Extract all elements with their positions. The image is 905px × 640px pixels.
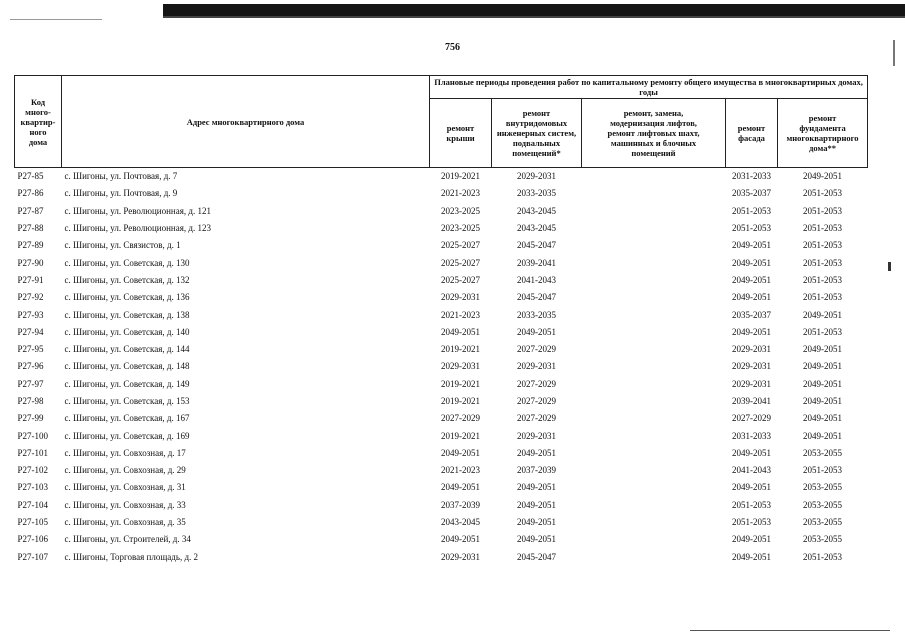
cell-facade: 2049-2051 <box>732 257 771 268</box>
header-roof: ремонт крыши <box>430 99 492 168</box>
cell-address: с. Шигоны, ул. Революционная, д. 121 <box>64 205 211 216</box>
cell-facade: 2029-2031 <box>732 344 771 355</box>
table-row <box>15 479 868 496</box>
cell-address: с. Шигоны, ул. Советская, д. 136 <box>64 292 190 303</box>
cell-foundation: 2051-2053 <box>803 257 843 268</box>
cell-facade: 2049-2051 <box>732 326 771 337</box>
cell-foundation: 2049-2051 <box>803 413 843 424</box>
cell-foundation: 2053-2055 <box>803 482 843 493</box>
cell-foundation: 2051-2053 <box>803 274 843 285</box>
cell-elevators <box>582 220 726 237</box>
cell-elevators <box>582 393 726 410</box>
cell-foundation: 2051-2053 <box>803 292 843 303</box>
cell-engineering: 2029-2031 <box>517 361 556 372</box>
cell-code: Р27-93 <box>17 309 44 320</box>
cell-engineering: 2041-2043 <box>517 274 556 285</box>
cell-facade: 2049-2051 <box>732 240 771 251</box>
table-row <box>15 341 868 358</box>
cell-elevators <box>582 185 726 202</box>
header-facade: ремонт фасада <box>726 99 778 168</box>
table-row <box>15 237 868 254</box>
cell-elevators <box>582 306 726 323</box>
table-row <box>15 220 868 237</box>
cell-address: с. Шигоны, Торговая площадь, д. 2 <box>64 551 199 562</box>
table-row <box>15 289 868 306</box>
scan-artifact-mark <box>888 262 891 271</box>
cell-facade: 2049-2051 <box>732 534 771 545</box>
cell-elevators <box>582 549 726 566</box>
cell-facade: 2049-2051 <box>732 482 771 493</box>
table-row <box>15 272 868 289</box>
cell-facade: 2029-2031 <box>732 361 771 372</box>
table-row <box>15 168 868 186</box>
cell-elevators <box>582 427 726 444</box>
cell-code: Р27-97 <box>17 378 44 389</box>
cell-roof: 2021-2023 <box>441 465 480 476</box>
cell-code: Р27-98 <box>17 396 44 406</box>
cell-elevators <box>582 254 726 271</box>
cell-elevators <box>582 289 726 306</box>
cell-roof: 2023-2025 <box>441 205 480 216</box>
cell-roof: 2029-2031 <box>441 361 480 372</box>
cell-elevators <box>582 168 726 186</box>
cell-address: с. Шигоны, ул. Советская, д. 167 <box>64 413 190 424</box>
cell-facade: 2051-2053 <box>732 223 771 234</box>
header-elevators: ремонт, замена, модернизация лифтов, ремонт лифтовых шахт, машинных и блочных помещений <box>582 99 726 168</box>
cell-address: с. Шигоны, ул. Связистов, д. 1 <box>64 240 181 251</box>
cell-address: с. Шигоны, ул. Советская, д. 132 <box>64 274 190 285</box>
cell-roof: 2025-2027 <box>441 257 480 268</box>
cell-engineering: 2029-2031 <box>492 168 582 186</box>
cell-roof: 2037-2039 <box>441 499 480 510</box>
cell-code: Р27-94 <box>17 326 44 337</box>
cell-roof: 2019-2021 <box>441 344 480 355</box>
repair-schedule-table <box>14 75 868 566</box>
cell-foundation: 2051-2053 <box>803 205 843 216</box>
cell-elevators <box>582 445 726 462</box>
cell-code: Р27-92 <box>17 292 44 303</box>
table-body <box>15 168 868 566</box>
page-number: 756 <box>445 42 460 53</box>
cell-elevators <box>582 272 726 289</box>
cell-elevators <box>582 410 726 427</box>
cell-foundation: 2051-2053 <box>803 188 843 199</box>
cell-roof: 2019-2021 <box>441 396 480 406</box>
cell-code: Р27-106 <box>17 534 49 545</box>
cell-elevators <box>582 203 726 220</box>
cell-code: Р27-95 <box>17 344 44 355</box>
cell-code: Р27-89 <box>17 240 44 251</box>
cell-engineering: 2049-2051 <box>517 482 556 493</box>
header-engineering: ремонт внутридомовых инженерных систем, подвальных помещений* <box>492 99 582 168</box>
cell-code: Р27-85 <box>15 168 62 186</box>
cell-roof: 2019-2021 <box>441 378 480 389</box>
cell-facade: 2035-2037 <box>732 309 771 320</box>
cell-foundation: 2049-2051 <box>803 344 843 355</box>
table-row <box>15 393 868 410</box>
cell-code: Р27-91 <box>17 274 44 285</box>
table-row <box>15 410 868 427</box>
cell-address: с. Шигоны, ул. Советская, д. 140 <box>64 326 190 337</box>
cell-engineering: 2033-2035 <box>517 188 556 199</box>
cell-elevators <box>582 514 726 531</box>
header-planned-periods: Плановые периоды проведения работ по капитальному ремонту общего имущества в многоквартирных домах, годы <box>430 76 868 99</box>
cell-code: Р27-99 <box>17 413 44 424</box>
header-foundation: ремонт фундамента многоквартирного дома** <box>778 99 868 168</box>
cell-roof: 2049-2051 <box>441 534 480 545</box>
cell-facade: 2049-2051 <box>732 274 771 285</box>
cell-foundation: 2051-2053 <box>803 326 843 337</box>
scan-artifact-line <box>690 630 890 631</box>
cell-code: Р27-88 <box>17 223 44 234</box>
cell-roof: 2023-2025 <box>441 223 480 234</box>
cell-address: с. Шигоны, ул. Советская, д. 169 <box>64 430 190 441</box>
table-row <box>15 254 868 271</box>
cell-foundation: 2051-2053 <box>803 240 843 251</box>
cell-engineering: 2045-2047 <box>517 240 556 251</box>
cell-engineering: 2027-2029 <box>517 396 556 406</box>
cell-address: с. Шигоны, ул. Совхозная, д. 31 <box>64 482 186 493</box>
cell-engineering: 2033-2035 <box>517 309 556 320</box>
cell-facade: 2039-2041 <box>732 396 771 406</box>
cell-roof: 2021-2023 <box>441 309 480 320</box>
cell-roof: 2027-2029 <box>441 413 480 424</box>
cell-foundation: 2053-2055 <box>803 499 843 510</box>
cell-engineering: 2027-2029 <box>517 413 556 424</box>
cell-address: с. Шигоны, ул. Советская, д. 149 <box>64 378 190 389</box>
cell-foundation: 2049-2051 <box>803 396 843 406</box>
cell-code: Р27-100 <box>17 430 49 441</box>
cell-address: с. Шигоны, ул. Советская, д. 153 <box>64 396 190 406</box>
cell-roof: 2021-2023 <box>441 188 480 199</box>
cell-code: Р27-103 <box>17 482 49 493</box>
cell-engineering: 2043-2045 <box>517 205 556 216</box>
cell-foundation: 2053-2055 <box>803 517 843 528</box>
cell-roof: 2025-2027 <box>441 274 480 285</box>
cell-address: с. Шигоны, ул. Советская, д. 144 <box>64 344 190 355</box>
table-row <box>15 203 868 220</box>
cell-foundation: 2051-2053 <box>803 223 843 234</box>
cell-address: с. Шигоны, ул. Совхозная, д. 33 <box>64 499 186 510</box>
cell-engineering: 2049-2051 <box>517 517 556 528</box>
cell-foundation: 2049-2051 <box>803 361 843 372</box>
cell-engineering: 2049-2051 <box>517 499 556 510</box>
cell-roof: 2029-2031 <box>441 551 480 562</box>
cell-facade: 2031-2033 <box>732 430 771 441</box>
cell-facade: 2051-2053 <box>732 499 771 510</box>
cell-elevators <box>582 237 726 254</box>
cell-elevators <box>582 324 726 341</box>
cell-foundation: 2049-2051 <box>803 430 843 441</box>
cell-facade: 2041-2043 <box>732 465 771 476</box>
cell-engineering: 2049-2051 <box>517 534 556 545</box>
cell-address: с. Шигоны, ул. Советская, д. 130 <box>64 257 190 268</box>
cell-engineering: 2037-2039 <box>517 465 556 476</box>
cell-facade: 2027-2029 <box>732 413 771 424</box>
header-code: Код много- квартир- ного дома <box>15 76 62 168</box>
cell-roof: 2029-2031 <box>441 292 480 303</box>
cell-elevators <box>582 376 726 393</box>
cell-elevators <box>582 497 726 514</box>
table-row <box>15 497 868 514</box>
table-row <box>15 549 868 566</box>
cell-engineering: 2027-2029 <box>517 344 556 355</box>
table-row <box>15 185 868 202</box>
table-row <box>15 306 868 323</box>
cell-engineering: 2039-2041 <box>517 257 556 268</box>
cell-roof: 2019-2021 <box>441 430 480 441</box>
table-row <box>15 324 868 341</box>
cell-code: Р27-90 <box>17 257 44 268</box>
table-row <box>15 445 868 462</box>
cell-address: с. Шигоны, ул. Революционная, д. 123 <box>64 223 211 234</box>
cell-foundation: 2053-2055 <box>803 447 843 458</box>
cell-facade: 2035-2037 <box>732 188 771 199</box>
cell-code: Р27-96 <box>17 361 44 372</box>
cell-code: Р27-101 <box>17 447 49 458</box>
cell-address: с. Шигоны, ул. Почтовая, д. 7 <box>62 168 430 186</box>
scan-artifact-line <box>10 19 102 20</box>
cell-facade: 2029-2031 <box>732 378 771 389</box>
cell-facade: 2051-2053 <box>732 205 771 216</box>
cell-engineering: 2027-2029 <box>517 378 556 389</box>
cell-foundation: 2051-2053 <box>803 465 843 476</box>
cell-roof: 2049-2051 <box>441 326 480 337</box>
cell-facade: 2049-2051 <box>732 447 771 458</box>
cell-elevators <box>582 531 726 548</box>
cell-engineering: 2049-2051 <box>517 326 556 337</box>
cell-address: с. Шигоны, ул. Почтовая, д. 9 <box>64 188 178 199</box>
cell-address: с. Шигоны, ул. Строителей, д. 34 <box>64 534 191 545</box>
cell-address: с. Шигоны, ул. Совхозная, д. 29 <box>64 465 186 476</box>
cell-address: с. Шигоны, ул. Совхозная, д. 35 <box>64 517 186 528</box>
cell-address: с. Шигоны, ул. Советская, д. 138 <box>64 309 190 320</box>
cell-address: с. Шигоны, ул. Совхозная, д. 17 <box>64 447 186 458</box>
cell-engineering: 2029-2031 <box>517 430 556 441</box>
table-row <box>15 531 868 548</box>
cell-elevators <box>582 479 726 496</box>
cell-foundation: 2049-2051 <box>778 168 868 186</box>
cell-code: Р27-105 <box>17 517 49 528</box>
cell-code: Р27-102 <box>17 465 49 476</box>
table-row <box>15 514 868 531</box>
cell-engineering: 2045-2047 <box>517 292 556 303</box>
cell-facade: 2049-2051 <box>732 292 771 303</box>
cell-roof: 2025-2027 <box>441 240 480 251</box>
cell-address: с. Шигоны, ул. Советская, д. 148 <box>64 361 190 372</box>
cell-elevators <box>582 358 726 375</box>
cell-engineering: 2045-2047 <box>517 551 556 562</box>
table-row <box>15 358 868 375</box>
cell-engineering: 2043-2045 <box>517 223 556 234</box>
cell-elevators <box>582 341 726 358</box>
cell-roof: 2043-2045 <box>441 517 480 528</box>
cell-facade: 2031-2033 <box>726 168 778 186</box>
cell-code: Р27-107 <box>17 551 49 562</box>
cell-roof: 2049-2051 <box>441 482 480 493</box>
table-row <box>15 427 868 444</box>
cell-foundation: 2049-2051 <box>803 378 843 389</box>
cell-roof: 2049-2051 <box>441 447 480 458</box>
scan-edge-shadow-lower <box>163 16 905 18</box>
cell-roof: 2019-2021 <box>430 168 492 186</box>
cell-engineering: 2049-2051 <box>517 447 556 458</box>
cell-facade: 2049-2051 <box>732 551 771 562</box>
table-row <box>15 462 868 479</box>
cell-elevators <box>582 462 726 479</box>
cell-foundation: 2049-2051 <box>803 309 843 320</box>
cell-code: Р27-104 <box>17 499 49 510</box>
table-row <box>15 376 868 393</box>
header-address: Адрес многоквартирного дома <box>62 76 430 168</box>
cell-facade: 2051-2053 <box>732 517 771 528</box>
cell-foundation: 2051-2053 <box>803 551 843 562</box>
cell-foundation: 2053-2055 <box>803 534 843 545</box>
cell-code: Р27-87 <box>17 205 44 216</box>
cell-code: Р27-86 <box>17 188 44 199</box>
